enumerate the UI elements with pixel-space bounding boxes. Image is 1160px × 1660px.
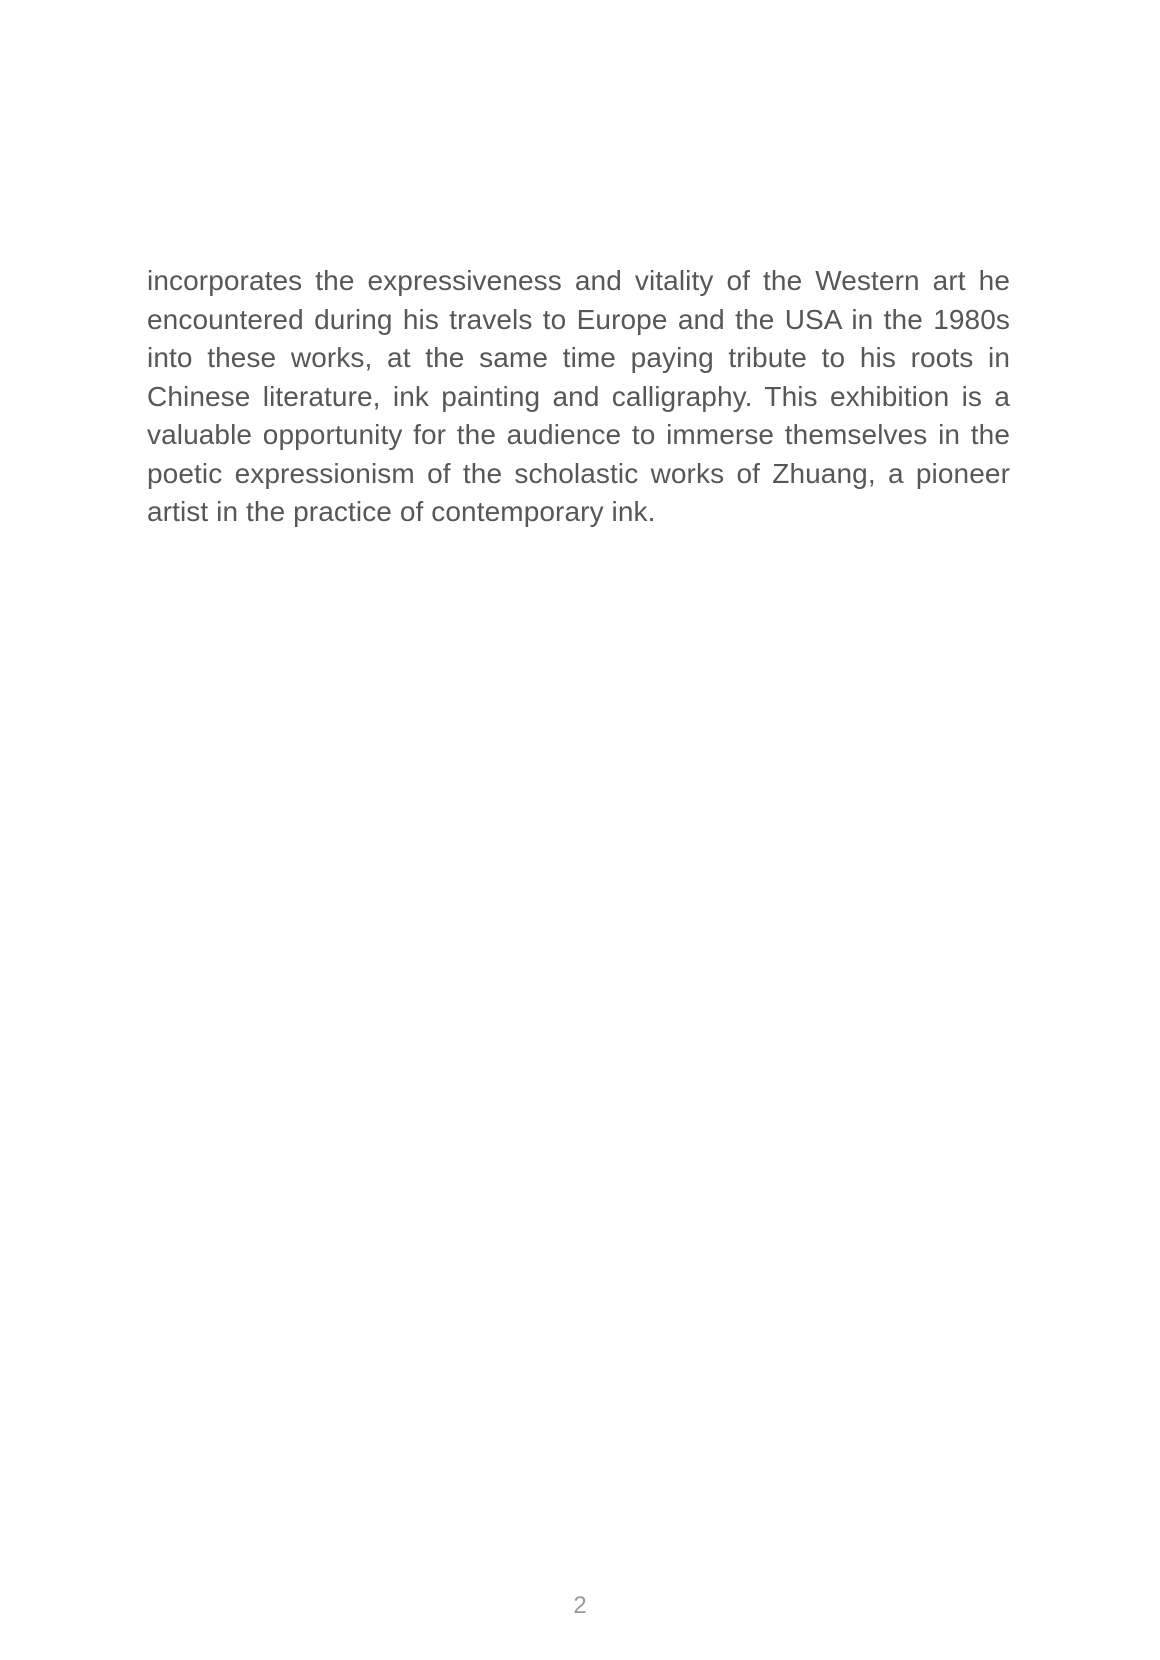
page-number: 2 [573, 1592, 587, 1619]
paragraph-line-7: artist in the practice of contemporary ink. [147, 496, 656, 527]
paragraph-line-6: poetic expressionism of the scholastic works of Zhuang, a pioneer [147, 457, 1010, 489]
body-paragraph [147, 262, 1010, 532]
paragraph-line-5: valuable opportunity for the audience to immerse themselves in the [147, 419, 1010, 450]
paragraph-line-4: Chinese literature, ink painting and calligraphy. This exhibition is a [147, 380, 1010, 412]
paragraph-line-1: incorporates the expressiveness and vitality of the Western art he [147, 265, 1010, 296]
paragraph-line-3: into these works, at the same time paying tribute to his roots in [147, 342, 1010, 373]
paragraph-line-2: encountered during his travels to Europe and the USA in the 1980s [147, 303, 1010, 335]
